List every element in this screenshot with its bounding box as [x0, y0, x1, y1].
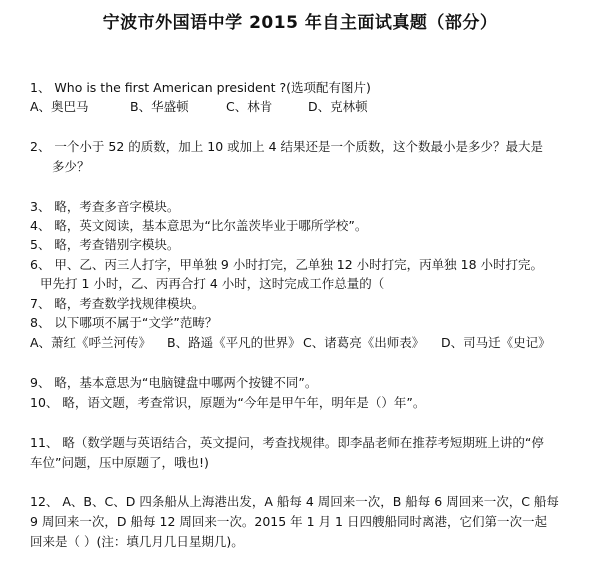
question-7: 7、 略，考查数学找规律模块。 — [30, 296, 205, 311]
question-2-line-2: 多少？ — [52, 159, 90, 174]
question-2-line-1: 2、 一个小于 52 的质数，加上 10 或加上 4 结果还是一个质数，这个数最小是多少？最大是 — [30, 139, 544, 154]
question-11-line-2: 车位”问题，压中原题了，哦也!) — [30, 455, 209, 470]
option-b: B、路遥《平凡的世界》 — [167, 335, 301, 350]
question-8: 8、 以下哪项不属于“文学”范畴？ — [30, 315, 218, 330]
question-8-options — [30, 335, 551, 351]
question-11-line-1: 11、 略（数学题与英语结合，英文提问，考查找规律。即李晶老师在推荐考短期班上讲的“停 — [30, 435, 544, 450]
option-d: D、克林顿 — [308, 99, 368, 114]
option-a: A、萧红《呼兰河传》 — [30, 335, 152, 350]
option-c: C、林肯 — [226, 99, 273, 114]
question-12-line-3: 回来是（ ）(注：填几月几日星期几)。 — [30, 534, 244, 549]
page-title: 宁波市外国语中学 2015 年自主面试真题（部分） — [102, 13, 498, 33]
question-1: 1、 Who is the first American president ?(选项配有图片) — [30, 80, 371, 95]
question-6-line-1: 6、 甲、乙、丙三人打字，甲单独 9 小时打完，乙单独 12 小时打完，丙单独 18 小时打完。 — [30, 257, 544, 272]
question-12-line-2: 9 周回来一次，D 船每 12 周回来一次。2015 年 1 月 1 日四艘船同时离港，它们第一次一起 — [30, 514, 547, 529]
question-3: 3、 略，考查多音字模块。 — [30, 199, 180, 214]
option-b: B、华盛顿 — [130, 99, 189, 114]
question-9: 9、 略，基本意思为“电脑键盘中哪两个按键不同”。 — [30, 375, 318, 390]
question-1-options — [30, 99, 368, 115]
question-10: 10、 略，语文题，考查常识，原题为“今年是甲午年，明年是（）年”。 — [30, 395, 426, 410]
question-12-line-1: 12、 A、B、C、D 四条船从上海港出发，A 船每 4 周回来一次，B 船每 6 周回来一次，C 船每 — [30, 494, 559, 509]
question-5: 5、 略，考查错别字模块。 — [30, 237, 180, 252]
question-6-line-2: 甲先打 1 小时，乙、丙再合打 4 小时，这时完成工作总量的（ — [40, 276, 385, 291]
option-d: D、司马迁《史记》 — [441, 335, 551, 350]
option-c: C、诸葛亮《出师表》 — [303, 335, 425, 350]
question-4: 4、 略，英文阅读，基本意思为“比尔盖茨毕业于哪所学校”。 — [30, 218, 368, 233]
option-a: A、奥巴马 — [30, 99, 89, 114]
